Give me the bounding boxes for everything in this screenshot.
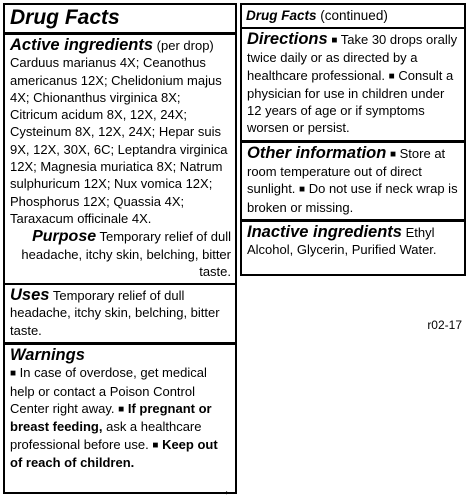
warnings-pregnancy-bold: If pregnant or breast feeding, [10, 400, 212, 435]
inactive-ingredients-section [242, 222, 464, 262]
continued-title-main: Drug Facts [246, 8, 317, 23]
drug-facts-continued-panel [240, 3, 466, 276]
directions-text-1: Take 30 drops orally twice daily or as directed by a healthcare professional. [247, 32, 458, 83]
purpose-block [10, 227, 231, 280]
uses-section [5, 285, 235, 345]
uses-text: Temporary relief of dull headache, itchy skin, belching, bitter taste. [10, 288, 220, 338]
warnings-heading: Warnings [10, 346, 85, 365]
other-information-heading: Other information [247, 143, 387, 162]
inactive-ingredients-text: Ethyl Alcohol, Glycerin, Purified Water. [247, 224, 437, 258]
purpose-text: Temporary relief of dull headache, itchy skin, belching, bitter taste. [21, 229, 231, 279]
directions-text-2: Consult a physician for use in children under 12 years of age or if symptoms worsen or persist. [247, 67, 454, 136]
active-ingredients-subheading: (per drop) [156, 38, 214, 53]
bullet-icon: ■ [152, 439, 159, 451]
drug-facts-panel [3, 3, 237, 499]
uses-heading: Uses [10, 286, 50, 305]
continued-title-suffix: (continued) [320, 8, 388, 23]
active-ingredients-list: Carduus marianus 4X; Ceanothus americanus 12X; Chelidonium majus 4X; Chionanthus virginica 8X; Citricum acidum 8X, 12X, 24X; Cysteinum 8X, 12X, 24X; Hepar suis 9X, 12X, 30X, 6C; Leptandra virginica 12X; Magnesia muriatica 8X; Natrum sulphuricum 12X; Nux vomica 12X; Phosphorus 12X; Quassia 4X; Taraxacum officinale 4X. [10, 55, 228, 226]
bullet-icon: ■ [10, 368, 17, 380]
continued-title [242, 5, 464, 29]
active-ingredients-heading: Active ingredients [10, 36, 154, 54]
other-information-text-1: Store at room temperature out of direct sunlight. [247, 145, 446, 197]
directions-section [242, 29, 464, 143]
revision-code: r02-17 [427, 318, 462, 332]
other-information-text-2: Do not use if neck wrap is broken or missing. [247, 181, 458, 215]
directions-heading: Directions [247, 30, 328, 48]
bullet-icon: ■ [118, 403, 125, 415]
bullet-icon: ■ [389, 148, 397, 160]
warnings-overdose-text: In case of overdose, get medical help or contact a Poison Control Center right away. [10, 365, 207, 416]
other-information-section [242, 143, 464, 222]
panel-title: Drug Facts [5, 5, 235, 35]
bullet-icon: ■ [299, 184, 306, 196]
warnings-children-bold: Keep out of reach of children. [10, 436, 218, 470]
warnings-pregnancy-text: ask a healthcare professional before use. [10, 419, 202, 452]
warnings-section [5, 345, 235, 500]
continued-arrow-icon: → [217, 482, 231, 499]
inactive-ingredients-heading: Inactive ingredients [247, 222, 402, 241]
bullet-icon: ■ [388, 70, 395, 82]
purpose-heading: Purpose [32, 228, 97, 246]
active-ingredients-section [5, 35, 235, 285]
bullet-icon: ■ [331, 35, 338, 46]
